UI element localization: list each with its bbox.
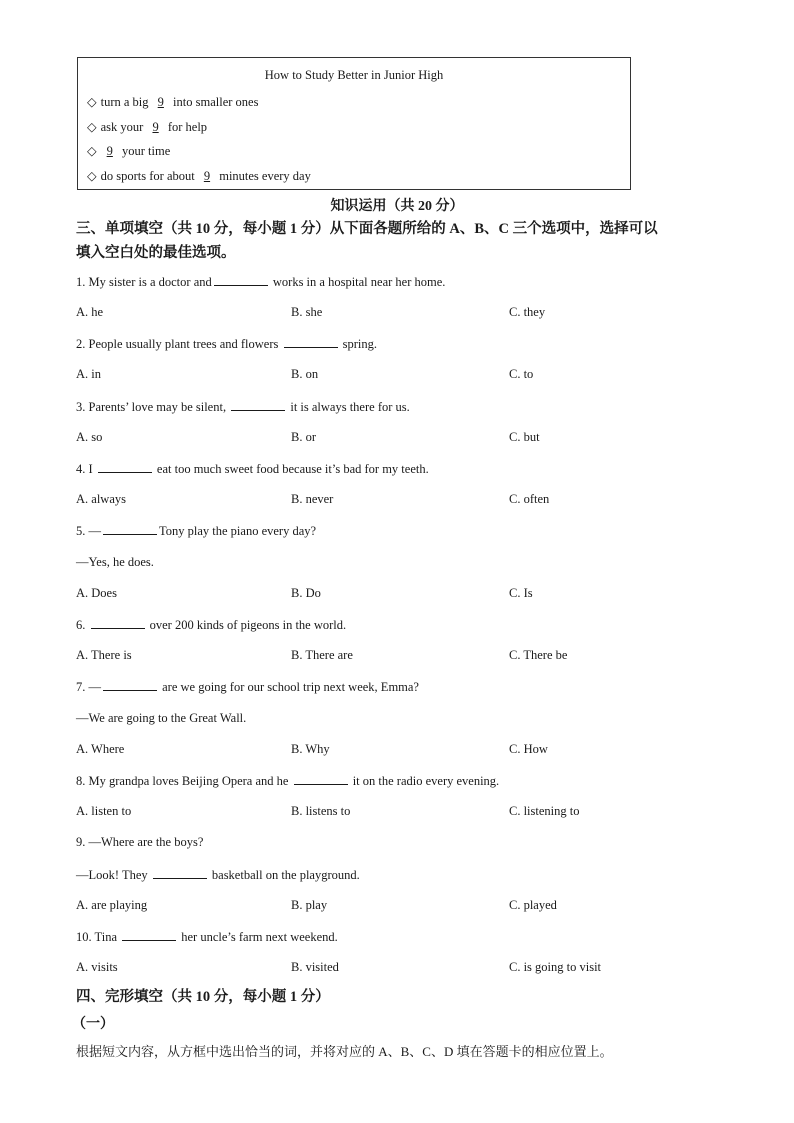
answer-blank xyxy=(294,773,348,785)
stem-text: her uncle’s farm next weekend. xyxy=(178,930,338,944)
option-c: C. but xyxy=(509,430,540,444)
blank-number: 9 xyxy=(106,144,113,158)
diamond-icon: ◇ xyxy=(87,169,97,183)
question-stem xyxy=(76,523,316,539)
option-c: C. to xyxy=(509,367,534,381)
answer-blank xyxy=(153,867,207,879)
question-stem xyxy=(76,461,429,477)
option-b: B. or xyxy=(291,430,316,444)
option-a: A. are playing xyxy=(76,898,148,912)
option-a: A. listen to xyxy=(76,804,132,818)
diamond-icon: ◇ xyxy=(87,144,97,158)
question-stem xyxy=(76,773,499,789)
answer-blank xyxy=(122,929,176,941)
question-reply: —Yes, he does. xyxy=(76,555,154,569)
blank-number: 9 xyxy=(203,169,211,183)
box-line xyxy=(87,168,311,184)
section-3-line: 填入空白处的最佳选项。 xyxy=(76,245,236,261)
section-4-sub: （一） xyxy=(72,1017,114,1032)
section-3-line: 三、单项填空（共 10 分，每小题 1 分）从下面各题所给的 A、B、C 三个选项中，选择可以 xyxy=(76,221,658,237)
stem-text: are we going for our school trip next week, Emma? xyxy=(159,680,419,694)
box-line-text: minutes every day xyxy=(216,169,311,183)
option-c: C. There be xyxy=(509,648,568,662)
blank-number: 9 xyxy=(157,95,164,109)
question-stem xyxy=(76,679,419,695)
option-b: B. play xyxy=(291,898,328,912)
question-reply xyxy=(76,867,360,883)
diamond-icon: ◇ xyxy=(87,120,97,134)
option-a: A. always xyxy=(76,492,126,506)
option-b: B. never xyxy=(291,492,334,506)
stem-text: basketball on the playground. xyxy=(208,868,360,882)
diamond-icon: ◇ xyxy=(87,95,97,109)
answer-blank xyxy=(103,523,157,535)
option-b: B. on xyxy=(291,367,319,381)
question-stem xyxy=(76,336,377,352)
box-line-text: do sports for about xyxy=(100,169,198,183)
blank-number: 9 xyxy=(152,120,159,134)
stem-text: eat too much sweet food because it’s bad for my teeth. xyxy=(153,462,429,476)
option-a: A. visits xyxy=(76,960,118,974)
section-3-title xyxy=(76,217,726,265)
option-c: C. played xyxy=(509,898,557,912)
stem-text: 10. Tina xyxy=(76,930,121,944)
stem-text: works in a hospital near her home. xyxy=(269,275,446,289)
answer-blank xyxy=(98,461,152,473)
question-stem xyxy=(76,274,445,290)
answer-blank xyxy=(214,274,268,286)
stem-text: 1. My sister is a doctor and xyxy=(76,275,212,289)
option-a: A. so xyxy=(76,430,103,444)
answer-blank xyxy=(231,399,285,411)
answer-blank xyxy=(91,617,145,629)
stem-text: 4. I xyxy=(76,462,96,476)
stem-text: 7. — xyxy=(76,680,101,694)
box-line xyxy=(87,143,170,159)
option-c: C. listening to xyxy=(509,804,580,818)
box-line-text: into smaller ones xyxy=(169,95,259,109)
option-b: B. she xyxy=(291,305,323,319)
stem-text: 5. — xyxy=(76,524,101,538)
option-c: C. is going to visit xyxy=(509,960,602,974)
section-4-instruction: 根据短文内容，从方框中选出恰当的词，并将对应的 A、B、C、D 填在答题卡的相应位置上。 xyxy=(76,1044,613,1059)
section-4-title: 四、完形填空（共 10 分，每小题 1 分） xyxy=(76,989,330,1005)
option-a: A. he xyxy=(76,305,104,319)
option-a: A. Does xyxy=(76,586,117,600)
box-line xyxy=(87,119,207,135)
question-stem: 9. —Where are the boys? xyxy=(76,835,204,849)
option-b: B. visited xyxy=(291,960,339,974)
option-c: C. Is xyxy=(509,586,533,600)
option-a: A. Where xyxy=(76,742,125,756)
question-reply: —We are going to the Great Wall. xyxy=(76,711,247,725)
box-title: How to Study Better in Junior High xyxy=(264,68,444,82)
stem-text: —Look! They xyxy=(76,868,151,882)
stem-text: 3. Parents’ love may be silent, xyxy=(76,400,230,414)
stem-text: 6. xyxy=(76,618,89,632)
answer-blank xyxy=(284,336,338,348)
knowledge-heading: 知识运用（共 20 分） xyxy=(330,199,464,214)
stem-text: Tony play the piano every day? xyxy=(159,524,317,538)
box-line-text: your time xyxy=(118,144,171,158)
option-b: B. There are xyxy=(291,648,353,662)
option-c: C. often xyxy=(509,492,550,506)
option-c: C. they xyxy=(509,305,546,319)
answer-blank xyxy=(103,679,157,691)
stem-text: 8. My grandpa loves Beijing Opera and he xyxy=(76,774,292,788)
stem-text: it is always there for us. xyxy=(287,400,410,414)
stem-text: spring. xyxy=(339,337,378,351)
box-line-text: for help xyxy=(164,120,208,134)
question-stem xyxy=(76,399,410,415)
question-stem xyxy=(76,617,346,633)
stem-text: 2. People usually plant trees and flowers xyxy=(76,337,282,351)
option-b: B. listens to xyxy=(291,804,351,818)
option-a: A. There is xyxy=(76,648,132,662)
box-line xyxy=(87,94,258,110)
stem-text: over 200 kinds of pigeons in the world. xyxy=(146,618,347,632)
stem-text: it on the radio every evening. xyxy=(349,774,500,788)
option-a: A. in xyxy=(76,367,101,381)
study-tips-box xyxy=(77,57,631,190)
box-line-text: ask your xyxy=(100,120,147,134)
option-b: B. Do xyxy=(291,586,321,600)
question-stem xyxy=(76,929,338,945)
option-b: B. Why xyxy=(291,742,330,756)
option-c: C. How xyxy=(509,742,548,756)
box-line-text: turn a big xyxy=(100,95,152,109)
